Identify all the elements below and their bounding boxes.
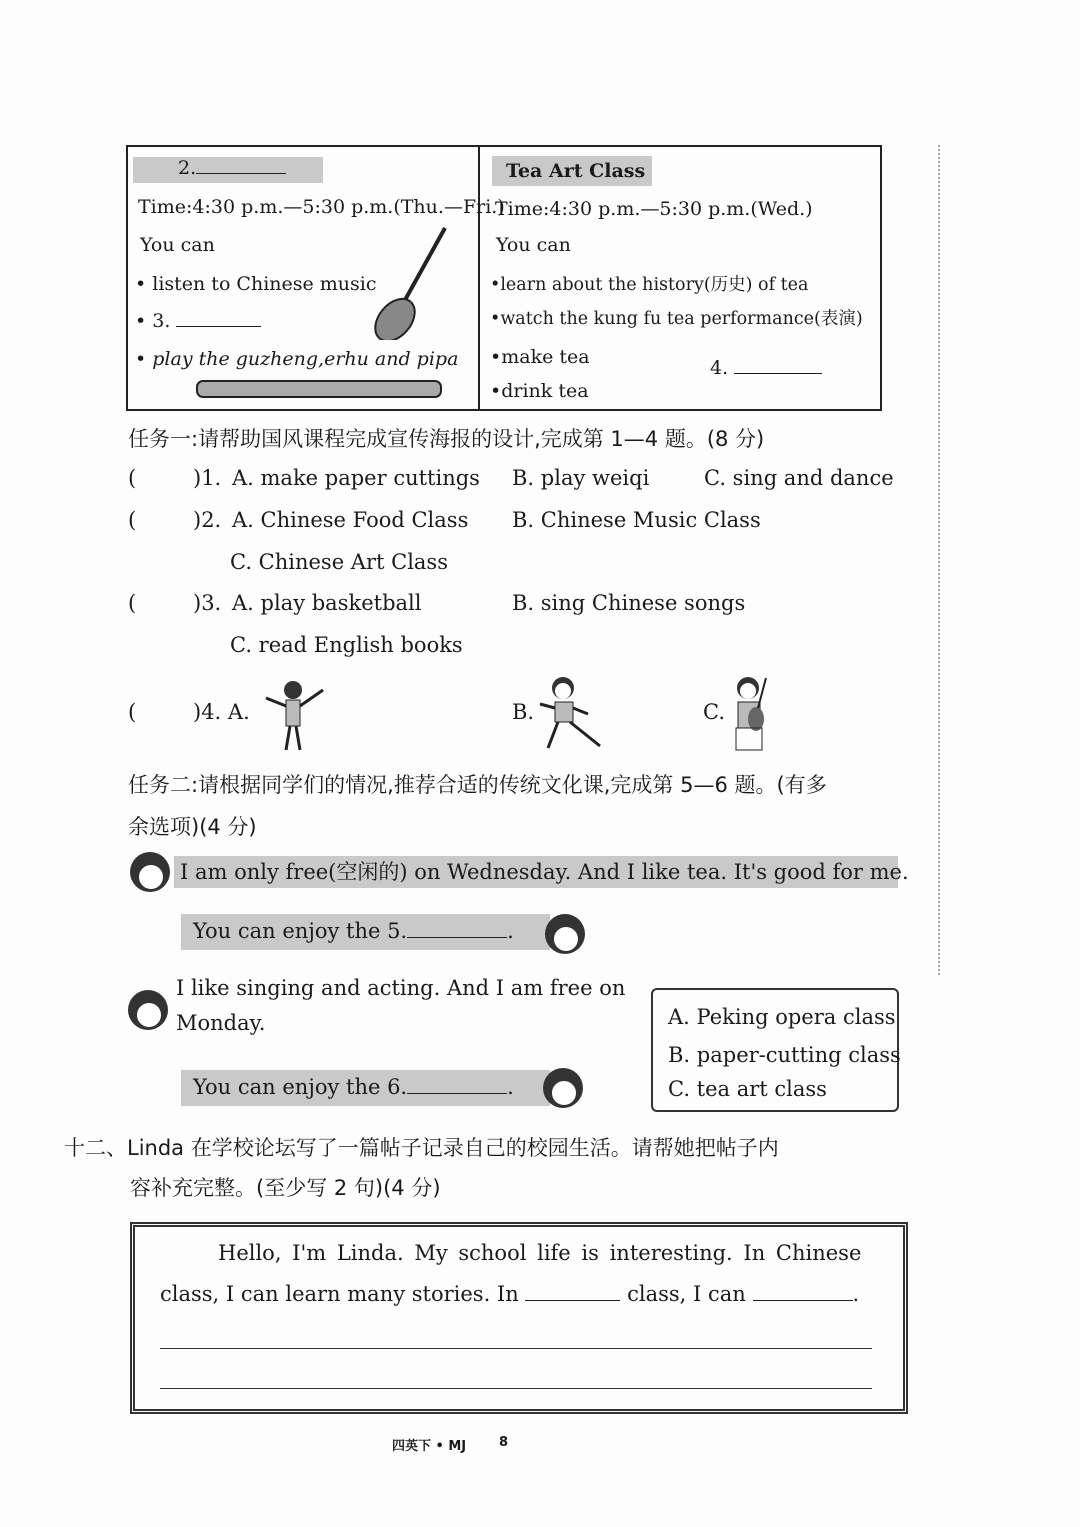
right-q4 xyxy=(710,357,822,379)
section12-heading-line1: 十二、Linda 在学校论坛写了一篇帖子记录自己的校园生活。请帮她把帖子内 xyxy=(64,1136,779,1160)
perforation-line xyxy=(938,145,940,975)
post-line1: Hello, I'm Linda. My school life is interesting. In Chinese xyxy=(218,1241,862,1265)
post-line2b: class, I can xyxy=(627,1282,746,1306)
q3-option-c[interactable]: C. read English books xyxy=(230,633,463,657)
answer-6-text: You can enjoy the 6. xyxy=(193,1075,408,1099)
blank-2 xyxy=(196,173,286,174)
item-text: 3. xyxy=(152,310,171,332)
item-text: drink tea xyxy=(501,380,589,402)
option-a: A. Peking opera class xyxy=(668,1005,896,1029)
right-item-2: •watch the kung fu tea performance(表演) xyxy=(490,309,863,329)
poster-right-title xyxy=(492,156,652,186)
q4-option-c: C. xyxy=(703,700,725,724)
task1-heading: 任务一:请帮助国风课程完成宣传海报的设计,完成第 1—4 题。(8 分) xyxy=(128,427,765,451)
task2-heading-line2: 余选项)(4 分) xyxy=(128,815,257,839)
kungfu-icon[interactable] xyxy=(538,674,608,752)
poster-divider xyxy=(478,147,480,409)
blank-6[interactable] xyxy=(407,1093,507,1094)
right-item-3: •make tea xyxy=(490,346,590,368)
q2-option-a[interactable]: A. Chinese Food Class xyxy=(232,508,469,532)
q2-option-b[interactable]: B. Chinese Music Class xyxy=(512,508,761,532)
q2-option-c[interactable]: C. Chinese Art Class xyxy=(230,550,448,574)
right-you-can: You can xyxy=(496,234,571,256)
item-text: learn about the history(历史) of tea xyxy=(500,275,809,295)
left-item-2: • 3. xyxy=(135,310,261,332)
q1-option-a[interactable]: A. make paper cuttings xyxy=(232,466,480,490)
guzheng-icon xyxy=(195,375,445,403)
blank-4 xyxy=(734,373,822,374)
pipa-player-icon[interactable] xyxy=(728,674,778,754)
answer-5-bubble: You can enjoy the 5. . xyxy=(181,914,550,950)
footer-page: 8 xyxy=(499,1435,509,1450)
q1-option-b[interactable]: B. play weiqi xyxy=(512,466,650,490)
girl-avatar xyxy=(130,852,170,892)
blank-class[interactable] xyxy=(525,1300,620,1301)
writing-line-1[interactable] xyxy=(160,1348,872,1349)
task2-heading-line1: 任务二:请根据同学们的情况,推荐合适的传统文化课,完成第 5—6 题。(有多 xyxy=(128,773,827,797)
answer-6-bubble: You can enjoy the 6. . xyxy=(181,1070,550,1106)
left-time: Time:4:30 p.m.—5:30 p.m.(Thu.—Fri.) xyxy=(138,196,505,218)
boy2-avatar xyxy=(128,990,168,1030)
q4-option-b: B. xyxy=(512,700,535,724)
q3-paren: ( xyxy=(128,591,137,615)
option-b: B. paper-cutting class xyxy=(668,1043,901,1067)
right-item-4: •drink tea xyxy=(490,380,589,402)
blank-5[interactable] xyxy=(407,937,507,938)
pipa-icon xyxy=(365,220,455,340)
title-num: 2. xyxy=(178,157,197,179)
left-item-3: • play the guzheng,erhu and pipa xyxy=(135,348,459,370)
item-text: listen to Chinese music xyxy=(152,273,377,295)
title-text: Tea Art Class xyxy=(506,160,646,182)
item-text: watch the kung fu tea performance(表演) xyxy=(500,309,863,329)
q4-paren: ( xyxy=(128,700,137,724)
blank-can[interactable] xyxy=(753,1300,853,1301)
item-text: make tea xyxy=(501,346,590,368)
q2-paren: ( xyxy=(128,508,137,532)
blank-3 xyxy=(176,326,261,327)
right-time: Time:4:30 p.m.—5:30 p.m.(Wed.) xyxy=(495,198,813,220)
q3-option-a[interactable]: A. play basketball xyxy=(232,591,422,615)
poster-left-title xyxy=(133,157,323,183)
dancer-icon[interactable] xyxy=(258,678,333,753)
left-item-1: • listen to Chinese music xyxy=(135,273,377,295)
q1-option-c[interactable]: C. sing and dance xyxy=(704,466,894,490)
post-line2a: class, I can learn many stories. In xyxy=(160,1282,519,1306)
q4-num: )4. A. xyxy=(193,700,250,724)
item-text: play the guzheng,erhu and pipa xyxy=(152,348,459,370)
q1-paren: ( xyxy=(128,466,137,490)
post-line2: class, I can learn many stories. In class, I can . xyxy=(160,1282,860,1306)
girl-speech: I am only free(空闲的) on Wednesday. And I like tea. It's good for me. xyxy=(174,856,898,888)
girl2-avatar xyxy=(543,1068,583,1108)
writing-line-2[interactable] xyxy=(160,1388,872,1389)
boy-speech-line2: Monday. xyxy=(176,1011,266,1035)
q4-label: 4. xyxy=(710,357,729,379)
footer-label: 四英下 • MJ xyxy=(392,1439,467,1454)
right-item-1: •learn about the history(历史) of tea xyxy=(490,275,809,295)
answer-5-text: You can enjoy the 5. xyxy=(193,919,408,943)
boy-speech-line1: I like singing and acting. And I am free on xyxy=(176,976,626,1000)
section12-heading-line2: 容补充完整。(至少写 2 句)(4 分) xyxy=(130,1176,441,1200)
left-you-can: You can xyxy=(140,234,215,256)
q1-num: )1. xyxy=(193,466,222,490)
option-c: C. tea art class xyxy=(668,1077,827,1101)
q3-num: )3. xyxy=(193,591,222,615)
boy-avatar xyxy=(545,914,585,954)
q2-num: )2. xyxy=(193,508,222,532)
q3-option-b[interactable]: B. sing Chinese songs xyxy=(512,591,746,615)
